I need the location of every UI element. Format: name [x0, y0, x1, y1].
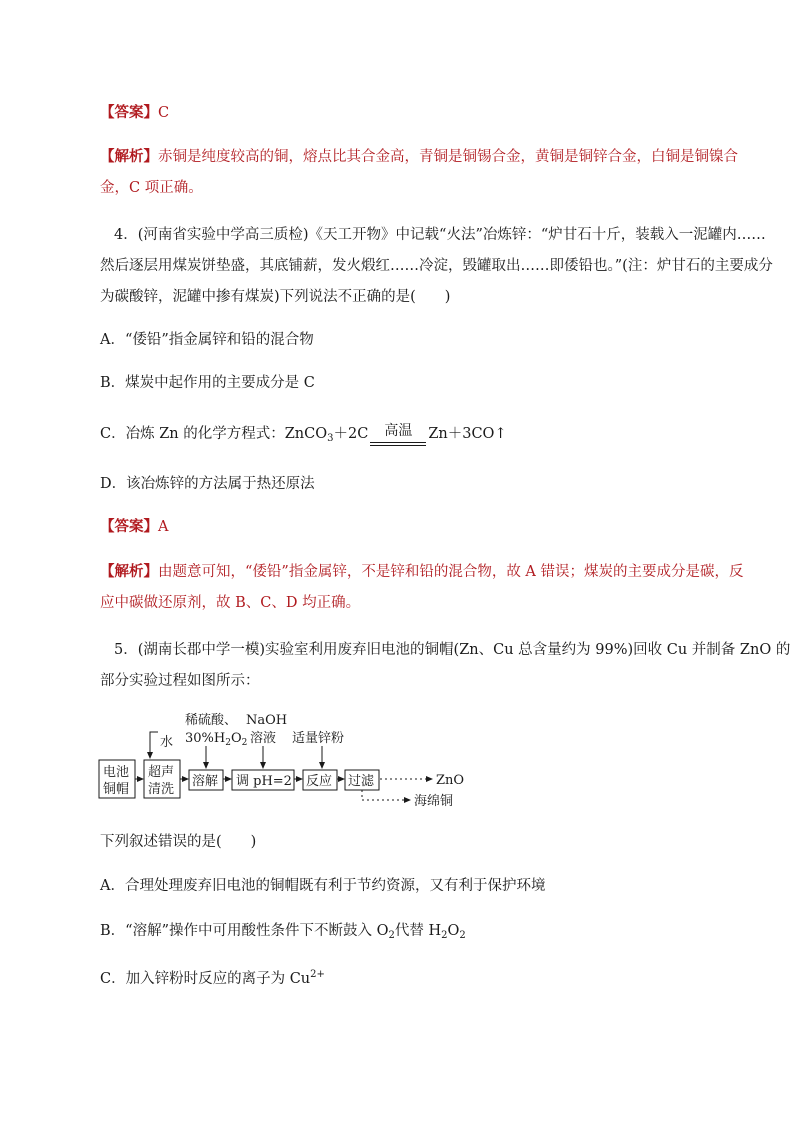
- subscript: 2: [388, 930, 395, 941]
- step-label: 调 pH=2: [236, 774, 292, 789]
- process-flow-diagram: [98, 708, 478, 814]
- q3-answer: [100, 103, 169, 123]
- analysis-text: 赤铜是纯度较高的铜，熔点比其合金高，青铜是铜锡合金，黄铜是铜锌合金，白铜是铜镍合: [158, 149, 738, 165]
- q4-stem-line1: 4．(河南省实验中学高三质检)《天工开物》中记载“火法”冶炼锌：“炉甘石十斤，装载入一泥罐内……: [114, 227, 766, 243]
- step-label: 电池: [103, 765, 130, 780]
- option-text: C．加入锌粉时反应的离子为 Cu: [100, 971, 311, 987]
- q4-option-c: [100, 424, 507, 449]
- subscript: 2: [459, 930, 466, 941]
- answer-tag: 【答案】: [100, 104, 158, 121]
- analysis-tag: 【解析】: [100, 148, 158, 165]
- q4-option-d: D．该冶炼锌的方法属于热还原法: [100, 476, 315, 492]
- equals-bar: [370, 442, 426, 443]
- q5-stem-line2: 部分实验过程如图所示：: [100, 673, 260, 689]
- reagent-acid-line2: $30\%H_2O_2$: [185, 731, 248, 748]
- reagent-naoh-line2: 溶液: [250, 731, 277, 746]
- subscript: 3: [327, 433, 334, 444]
- sponge-copper-arrow: [362, 790, 410, 800]
- reagent-naoh-line1: NaOH: [246, 713, 288, 728]
- step-label: 铜帽: [103, 782, 130, 797]
- answer-tag: 【答案】: [100, 518, 158, 535]
- equals-bar: [370, 445, 426, 446]
- q5-option-a: A．合理处理废弃旧电池的铜帽既有利于节约资源，又有利于保护环境: [100, 878, 546, 894]
- subscript: 2: [441, 930, 448, 941]
- q4-stem-line2: 然后逐层用煤炭饼垫盛，其底铺薪，发火煅红……冷淀，毁罐取出……即倭铅也。”(注：炉甘石的主要成分: [100, 258, 773, 274]
- q4-stem-line3: 为碳酸锌，泥罐中掺有煤炭)下列说法不正确的是( ): [100, 289, 451, 305]
- reaction-condition: [370, 423, 426, 449]
- superscript: 2+: [310, 969, 325, 980]
- step-label: 过滤: [348, 774, 375, 789]
- step-label: 超声: [148, 765, 175, 780]
- option-text: O: [447, 923, 460, 939]
- q4-analysis-line2: 应中碳做还原剂，故 B、C、D 均正确。: [100, 595, 361, 611]
- q5-option-b: [100, 921, 466, 946]
- reagent-zinc-powder: 适量锌粉: [292, 731, 345, 746]
- answer-value: A: [158, 519, 169, 535]
- step-label: 清洗: [148, 782, 175, 797]
- analysis-tag: 【解析】: [100, 563, 158, 580]
- reagent-acid-line1: 稀硫酸、: [185, 713, 238, 728]
- water-arrow: [150, 732, 158, 758]
- q4-option-b: B．煤炭中起作用的主要成分是 C: [100, 375, 315, 391]
- equation-text: C．冶炼 Zn 的化学方程式：ZnCO: [100, 426, 328, 442]
- q4-option-a: A．“倭铅”指金属锌和铅的混合物: [100, 332, 314, 348]
- reagent-water: 水: [160, 735, 174, 750]
- q4-analysis-line1: [100, 562, 744, 582]
- answer-value: C: [158, 105, 170, 121]
- analysis-text: 由题意可知，“倭铅”指金属锌，不是锌和铅的混合物，故 A 错误；煤炭的主要成分是碳，反: [158, 564, 744, 580]
- equation-text: ＋2C: [333, 426, 369, 442]
- product-sponge-copper: 海绵铜: [414, 794, 454, 809]
- option-text: B．“溶解”操作中可用酸性条件下不断鼓入 O: [100, 923, 389, 939]
- q5-stem-line1: 5．(湖南长郡中学一模)实验室利用废弃旧电池的铜帽(Zn、Cu 总含量约为 99%)回收 Cu 并制备 ZnO 的: [114, 642, 791, 658]
- condition-label: 高温: [384, 423, 413, 439]
- option-text: 代替 H: [394, 923, 442, 939]
- q5-option-c: [100, 965, 325, 989]
- q3-analysis-line1: [100, 147, 738, 167]
- q4-answer: [100, 517, 168, 537]
- product-zno: ZnO: [436, 773, 465, 788]
- step-label: 溶解: [192, 774, 219, 789]
- equation-text: Zn＋3CO↑: [428, 426, 507, 442]
- q5-question: 下列叙述错误的是( ): [100, 834, 257, 850]
- q3-analysis-line2: 金，C 项正确。: [100, 180, 203, 196]
- step-label: 反应: [306, 774, 333, 789]
